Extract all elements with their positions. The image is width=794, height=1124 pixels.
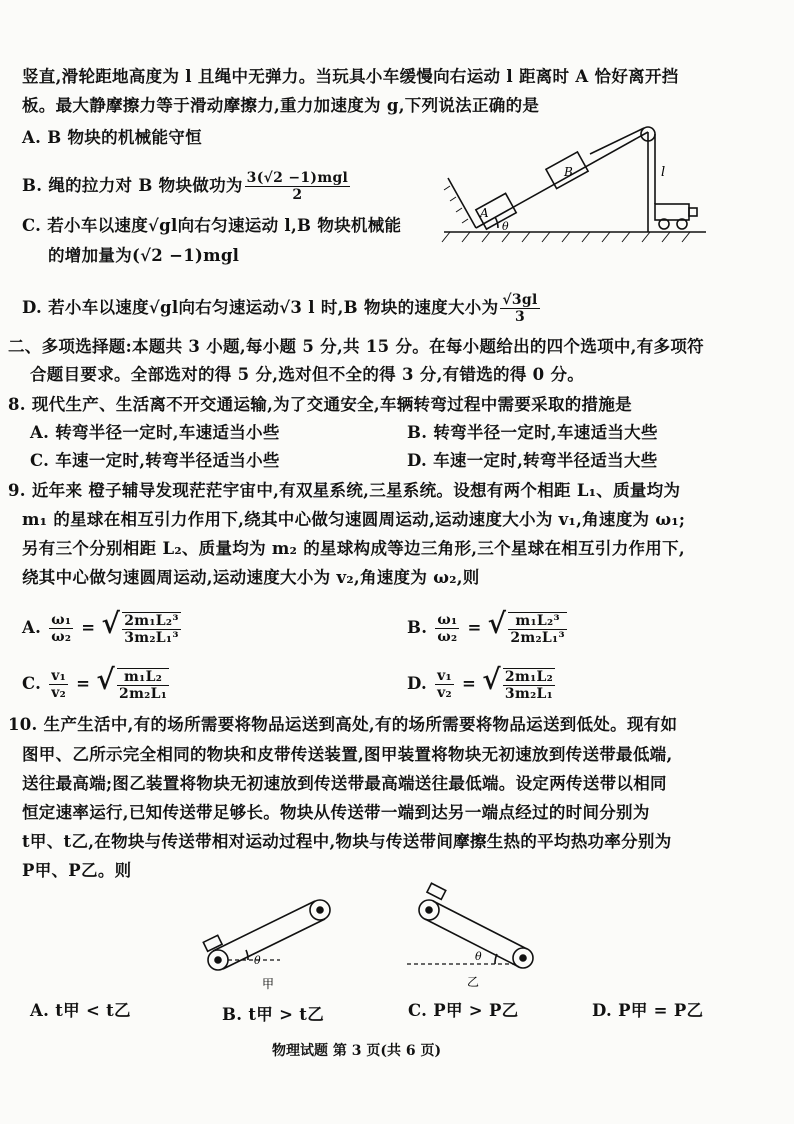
q7-d-denominator: 3 bbox=[514, 309, 526, 325]
jia-theta: θ bbox=[254, 954, 261, 967]
q10-option-b: B. t甲 > t乙 bbox=[222, 1005, 324, 1024]
intro-line-2: 板。最大静摩擦力等于滑动摩擦力,重力加速度为 g,下列说法正确的是 bbox=[22, 96, 540, 115]
q7-incline-figure bbox=[440, 120, 720, 250]
page-footer: 物理试题 第 3 页(共 6 页) bbox=[272, 1043, 442, 1059]
q9-option-a: A. $\frac{\text{ω₁}}{\text{ω₂}}$ = √ $\frac{\text{2m₁L₂³}}{\text{3m₂L₁³}}$ bbox=[22, 607, 179, 646]
q9-a-right-den: 3m₂L₁³ bbox=[124, 629, 179, 646]
jia-caption: 甲 bbox=[262, 977, 275, 991]
q7-option-d bbox=[22, 292, 542, 325]
q8-option-d: D. 车速一定时,转弯半径适当大些 bbox=[407, 451, 658, 470]
q9-d-left-num: v₁ bbox=[437, 668, 452, 684]
q7-option-b bbox=[22, 170, 352, 203]
q9-a-left-num: ω₁ bbox=[51, 612, 72, 628]
q9-b-right-num: m₁L₂³ bbox=[508, 613, 567, 630]
q8-option-b: B. 转弯半径一定时,车速适当大些 bbox=[407, 423, 658, 442]
q9-option-b: B. $\frac{\text{ω₁}}{\text{ω₂}}$ = √ $\frac{\text{m₁L₂³}}{\text{2m₂L₁³}}$ bbox=[407, 607, 565, 646]
q7-option-c-line-2: 的增加量为(√2 −1)mgl bbox=[48, 246, 240, 265]
q9-b-left-num: ω₁ bbox=[437, 612, 458, 628]
conveyor-figure-jia bbox=[200, 880, 350, 990]
q7-option-a: A. B 物块的机械能守恒 bbox=[22, 128, 202, 147]
q10-line-1: 10. 生产生活中,有的场所需要将物品运送到高处,有的场所需要将物品运送到低处。现有如 bbox=[8, 715, 678, 734]
q7-b-numerator: 3(√2 −1)mgl bbox=[246, 170, 349, 186]
q9-line-4: 绕其中心做匀速圆周运动,运动速度大小为 v₂,角速度为 ω₂,则 bbox=[22, 568, 480, 587]
q10-line-4: 恒定速率运行,已知传送带足够长。物块从传送带一端到达另一端点经过的时间分别为 bbox=[22, 803, 650, 822]
q8-option-a: A. 转弯半径一定时,车速适当小些 bbox=[30, 423, 280, 442]
q9-c-left-den: v₂ bbox=[51, 685, 67, 701]
q10-line-5: t甲、t乙,在物块与传送带相对运动过程中,物块与传送带间摩擦生热的平均热功率分别为 bbox=[22, 832, 672, 851]
section-2-line-2: 合题目要求。全部选对的得 5 分,选对但不全的得 3 分,有错选的得 0 分。 bbox=[30, 365, 585, 384]
q9-c-right-num: m₁L₂ bbox=[117, 669, 169, 686]
q7-option-b-text: B. 绳的拉力对 B 物块做功为 bbox=[22, 176, 243, 195]
q10-line-6: P甲、P乙。则 bbox=[22, 861, 132, 880]
q9-option-d: D. $\frac{\text{v₁}}{\text{v₂}}$ = √ $\frac{\text{2m₁L₂}}{\text{3m₂L₁}}$ bbox=[407, 663, 554, 702]
q9-line-3: 另有三个分别相距 L₂、质量均为 m₂ 的星球构成等边三角形,三个星球在相互引力作用下, bbox=[22, 539, 685, 558]
intro-line-1: 竖直,滑轮距地高度为 l 且绳中无弹力。当玩具小车缓慢向右运动 l 距离时 A 恰好离开挡 bbox=[22, 67, 679, 86]
q9-option-c: C. $\frac{\text{v₁}}{\text{v₂}}$ = √ $\frac{\text{m₁L₂}}{\text{2m₂L₁}}$ bbox=[22, 663, 168, 702]
yi-caption: 乙 bbox=[467, 975, 480, 989]
q9-d-right-num: 2m₁L₂ bbox=[504, 668, 554, 685]
q10-line-2: 图甲、乙所示完全相同的物块和皮带传送装置,图甲装置将物块无初速放到传送带最低端, bbox=[22, 745, 673, 764]
q10-line-3: 送往最高端;图乙装置将物块无初速放到传送带最高端送往最低端。设定两传送带以相同 bbox=[22, 774, 667, 793]
q7-label-l: l bbox=[661, 165, 666, 180]
q9-a-label: A. bbox=[22, 618, 42, 637]
q8-option-c: C. 车速一定时,转弯半径适当小些 bbox=[30, 451, 280, 470]
q9-d-label: D. bbox=[407, 674, 428, 693]
q7-label-theta: θ bbox=[502, 220, 509, 233]
q9-line-1: 9. 近年来 橙子辅导发现茫茫宇宙中,有双星系统,三星系统。设想有两个相距 L₁、质量均为 bbox=[8, 481, 681, 500]
q7-option-d-text: D. 若小车以速度√gl向右匀速运动√3 l 时,B 物块的速度大小为 bbox=[22, 298, 499, 317]
q7-label-b: B bbox=[564, 165, 573, 179]
q9-c-left-num: v₁ bbox=[51, 668, 67, 684]
q7-d-numerator: √3gl bbox=[502, 292, 538, 308]
section-2-line-1: 二、多项选择题:本题共 3 小题,每小题 5 分,共 15 分。在每小题给出的四个选项中,有多项符 bbox=[8, 337, 704, 356]
q9-c-right-den: 2m₂L₁ bbox=[119, 685, 168, 702]
q8-stem: 8. 现代生产、生活离不开交通运输,为了交通安全,车辆转弯过程中需要采取的措施是 bbox=[8, 395, 632, 414]
q10-option-d: D. P甲 = P乙 bbox=[592, 1001, 704, 1020]
q7-b-denominator: 2 bbox=[292, 187, 303, 203]
conveyor-figure-yi bbox=[405, 880, 555, 990]
q9-b-label: B. bbox=[407, 618, 428, 637]
q9-a-left-den: ω₂ bbox=[51, 629, 72, 645]
q9-line-2: m₁ 的星球在相互引力作用下,绕其中心做匀速圆周运动,运动速度大小为 v₁,角速度为 ω₁; bbox=[22, 510, 686, 529]
q7-option-c-line-1: C. 若小车以速度√gl向右匀速运动 l,B 物块机械能 bbox=[22, 216, 402, 235]
q9-b-left-den: ω₂ bbox=[437, 629, 458, 645]
q9-d-left-den: v₂ bbox=[437, 685, 452, 701]
q7-option-d-fraction bbox=[500, 292, 539, 325]
q9-a-right-num: 2m₁L₂³ bbox=[124, 612, 179, 629]
q7-option-b-fraction bbox=[245, 170, 351, 203]
q9-b-right-den: 2m₂L₁³ bbox=[510, 629, 565, 646]
q10-option-c: C. P甲 > P乙 bbox=[408, 1001, 519, 1020]
yi-theta: θ bbox=[475, 950, 482, 963]
q9-c-label: C. bbox=[22, 674, 42, 693]
q9-d-right-den: 3m₂L₁ bbox=[504, 685, 554, 702]
q10-option-a: A. t甲 < t乙 bbox=[30, 1001, 131, 1020]
q7-label-a: A bbox=[480, 206, 489, 220]
